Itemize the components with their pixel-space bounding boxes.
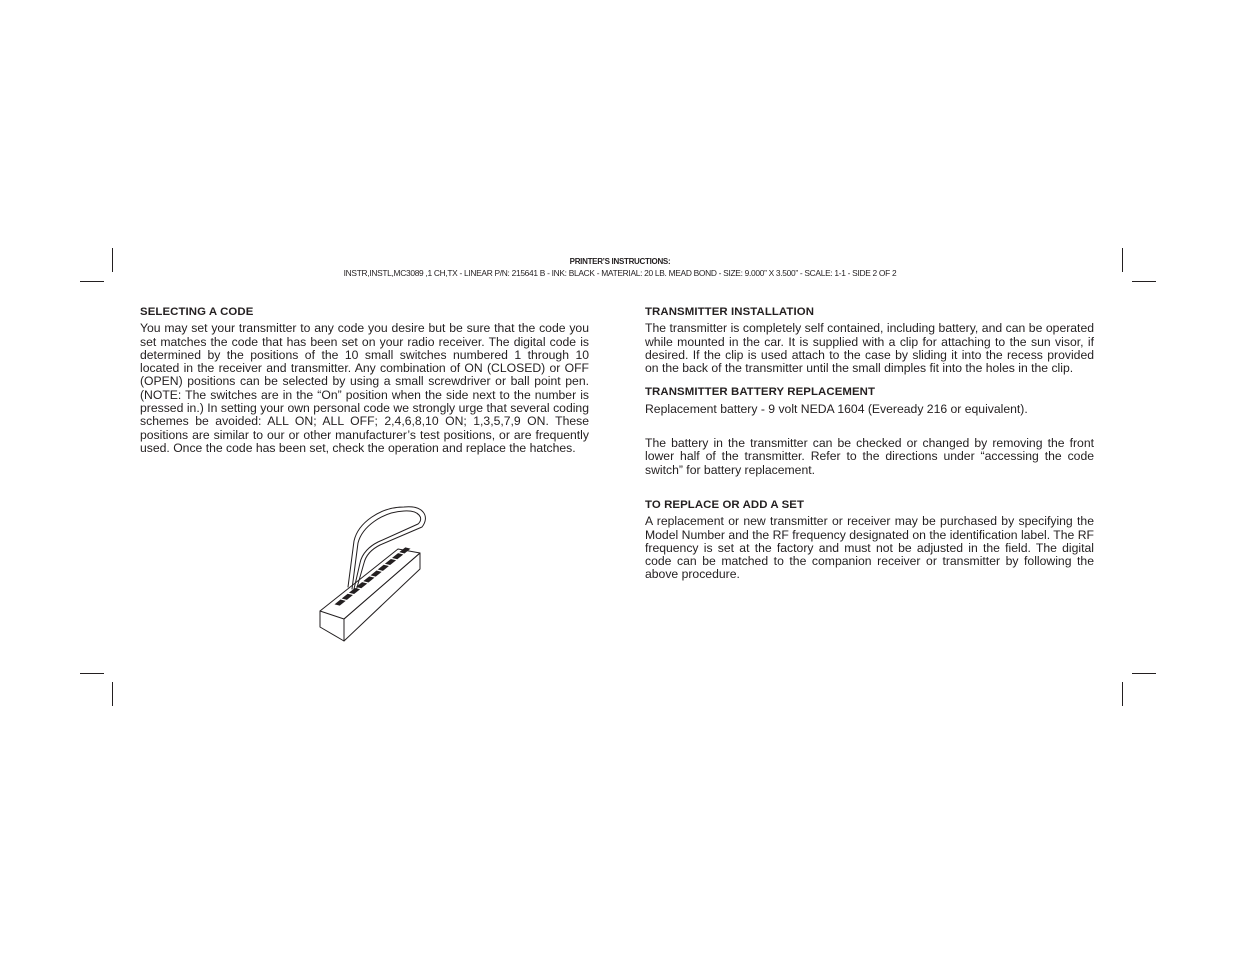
battery-heading: TRANSMITTER BATTERY REPLACEMENT (645, 386, 876, 399)
battery-body: The battery in the transmitter can be checked or changed by removing the front lower half of the transmitter. Refer to the directions under “accessing the code switch” for battery replacement. (645, 436, 1094, 477)
crop-mark-top-right-vertical (1122, 248, 1123, 272)
switch-lever (393, 554, 402, 559)
installation-body: The transmitter is completely self contained, including battery, and can be operated while mounted in the car. It is supplied with a clip for attaching to the sun visor, if desired. If the clip is used attach to the case by sliding it into the recess provided on the back of the transmitter until the small dimples fit into the holes in the clip. (645, 321, 1094, 376)
crop-mark-bottom-right-vertical (1122, 682, 1123, 706)
printer-instructions-line: INSTR,INSTL,MC3089 ,1 CH,TX - LINEAR P/N: 215641 B - INK: BLACK - MATERIAL: 20 LB. MEAD BOND - SIZE: 9.000” X 3.500” - SCALE: 1-1 - SIDE 2 OF 2 (343, 268, 897, 278)
selecting-code-heading: SELECTING A CODE (140, 306, 254, 318)
switch-lever (364, 577, 373, 582)
switch-lever (386, 560, 395, 565)
crop-mark-top-left-vertical (112, 248, 113, 272)
selecting-code-body: You may set your transmitter to any code you desire but be sure that the code you set matches the code that has been set on your radio receiver. The digital code is determined by the positions of the 10 small switches numbered 1 through 10 located in the receiver and transmitter. Any combination of ON (CLOSED) or OFF (OPEN) positions can be selected by using a small screwdriver or ball point pen. (NOTE: The switches are in the “On” position when the side next to the number is pressed in.) In setting your own personal code we strongly urge that several coding schemes be avoided: ALL ON; ALL OFF; 2,4,6,8,10 ON; 1,3,5,7,9 ON. These positions are similar to our or other manufacturer’s test positions, or are frequently used. Once the code has been set, check the operation and replace the hatches. (140, 321, 589, 455)
right-column (645, 306, 1094, 582)
crop-mark-top-left-horizontal (80, 281, 104, 282)
switch-lever (336, 600, 345, 605)
left-column (140, 306, 589, 455)
switch-lever (350, 589, 359, 594)
dip-switch-with-pen-illustration (318, 503, 448, 645)
switch-lever (343, 594, 352, 599)
pen-loop-outer (348, 507, 425, 591)
switch-lever (400, 548, 409, 553)
switch-lever (379, 565, 388, 570)
battery-spec: Replacement battery - 9 volt NEDA 1604 (Eveready 216 or equivalent). (645, 401, 1028, 416)
installation-heading: TRANSMITTER INSTALLATION (645, 306, 815, 318)
crop-mark-top-right-horizontal (1132, 281, 1156, 282)
crop-mark-bottom-left-horizontal (80, 673, 104, 674)
switch-lever (372, 571, 381, 576)
printer-instructions-title: PRINTER’S INSTRUCTIONS: (569, 257, 671, 266)
replace-heading: TO REPLACE OR ADD A SET (645, 498, 805, 511)
switch-block-top (320, 549, 420, 619)
replace-body: A replacement or new transmitter or receiver may be purchased by specifying the Model Number and the RF frequency designated on the identification label. The RF frequency is set at the factory and must not be adjusted in the field. The digital code can be matched to the companion receiver or transmitter by following the above procedure. (645, 514, 1094, 582)
crop-mark-bottom-right-horizontal (1132, 673, 1156, 674)
crop-mark-bottom-left-vertical (112, 682, 113, 706)
